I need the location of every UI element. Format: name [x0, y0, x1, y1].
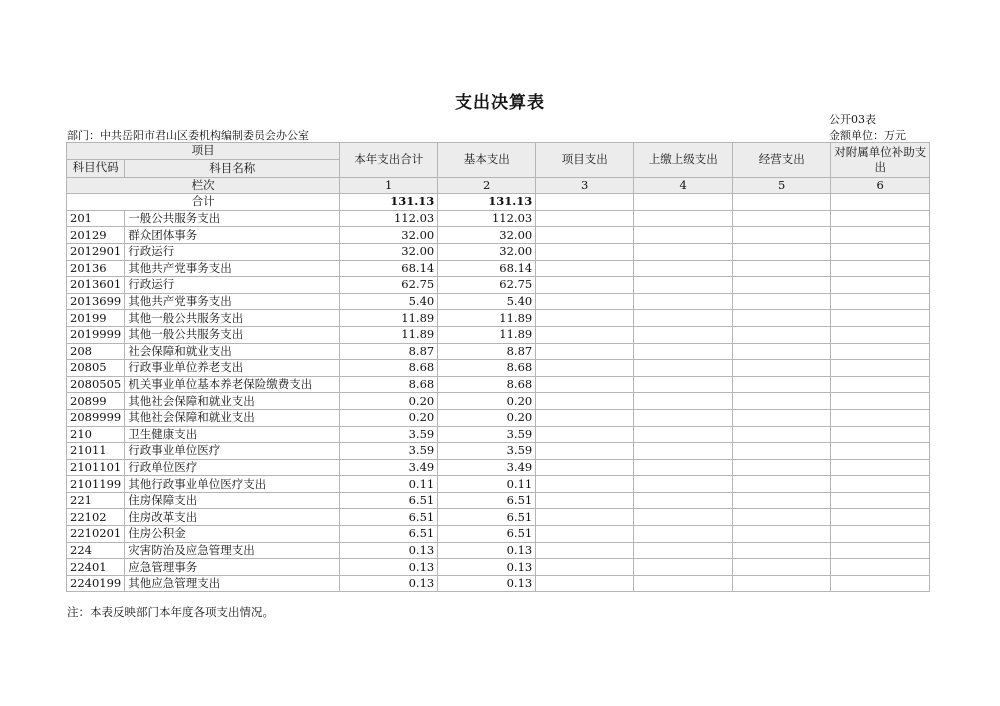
subject-name: 机关事业单位基本养老保险缴费支出: [125, 376, 340, 393]
empty-cell: [536, 227, 634, 244]
basic-expenditure-value: 32.00: [438, 227, 536, 244]
header-code: 科目代码: [67, 159, 125, 177]
basic-expenditure-value: 0.13: [438, 575, 536, 592]
subject-code: 2240199: [67, 575, 125, 592]
header-subsidiary-subsidy: 对附属单位补助支出: [831, 143, 930, 178]
empty-cell: [634, 492, 733, 509]
total-expenditure-value: 3.59: [340, 426, 438, 443]
subject-code: 221: [67, 492, 125, 509]
header-basic-expenditure: 基本支出: [438, 143, 536, 178]
total-expenditure-value: 5.40: [340, 293, 438, 310]
empty-cell: [733, 310, 831, 327]
empty-cell: [634, 509, 733, 526]
col-number: 3: [536, 177, 634, 194]
total-label: 合计: [67, 194, 340, 211]
basic-expenditure-value: 8.87: [438, 343, 536, 360]
empty-cell: [536, 426, 634, 443]
subject-name: 一般公共服务支出: [125, 210, 340, 227]
empty-cell: [831, 260, 930, 277]
subject-code: 2089999: [67, 409, 125, 426]
empty-cell: [536, 575, 634, 592]
empty-cell: [733, 326, 831, 343]
header-total-expenditure: 本年支出合计: [340, 143, 438, 178]
empty-cell: [536, 310, 634, 327]
subject-code: 20199: [67, 310, 125, 327]
empty-cell: [733, 293, 831, 310]
basic-expenditure-value: 6.51: [438, 526, 536, 543]
subject-name: 行政运行: [125, 243, 340, 260]
subject-name: 行政事业单位医疗: [125, 443, 340, 460]
subject-name: 其他共产党事务支出: [125, 260, 340, 277]
subject-name: 其他社会保障和就业支出: [125, 409, 340, 426]
empty-cell: [831, 575, 930, 592]
basic-expenditure-value: 3.59: [438, 426, 536, 443]
total-basic-value: 131.13: [438, 194, 536, 211]
subject-name: 灾害防治及应急管理支出: [125, 542, 340, 559]
basic-expenditure-value: 6.51: [438, 492, 536, 509]
basic-expenditure-value: 112.03: [438, 210, 536, 227]
subject-name: 其他社会保障和就业支出: [125, 393, 340, 410]
table-row: [67, 492, 930, 509]
total-expenditure-value: 112.03: [340, 210, 438, 227]
empty-cell: [634, 343, 733, 360]
empty-cell: [831, 277, 930, 294]
header-remit-superior: 上缴上级支出: [634, 143, 733, 178]
empty-cell: [634, 326, 733, 343]
empty-cell: [831, 492, 930, 509]
empty-cell: [536, 210, 634, 227]
empty-cell: [831, 476, 930, 493]
subject-code: 2101199: [67, 476, 125, 493]
empty-cell: [733, 509, 831, 526]
table-row: [67, 443, 930, 460]
empty-cell: [733, 277, 831, 294]
basic-expenditure-value: 8.68: [438, 376, 536, 393]
col-number: 2: [438, 177, 536, 194]
total-expenditure-value: 68.14: [340, 260, 438, 277]
total-expenditure-value: 32.00: [340, 243, 438, 260]
total-row: [67, 194, 930, 211]
empty-cell: [536, 409, 634, 426]
total-expenditure-value: 0.13: [340, 559, 438, 576]
subject-code: 20899: [67, 393, 125, 410]
empty-cell: [831, 343, 930, 360]
empty-cell: [733, 243, 831, 260]
table-row: [67, 260, 930, 277]
basic-expenditure-value: 8.68: [438, 360, 536, 377]
empty-cell: [634, 243, 733, 260]
header-operating-expenditure: 经营支出: [733, 143, 831, 178]
department-label: 部门：中共岳阳市君山区委机构编制委员会办公室: [67, 129, 309, 142]
empty-cell: [536, 326, 634, 343]
empty-cell: [634, 459, 733, 476]
empty-cell: [733, 409, 831, 426]
subject-name: 行政事业单位养老支出: [125, 360, 340, 377]
total-expenditure-value: 0.13: [340, 542, 438, 559]
empty-cell: [733, 575, 831, 592]
empty-cell: [536, 526, 634, 543]
empty-cell: [536, 492, 634, 509]
empty-cell: [634, 526, 733, 543]
subject-name: 卫生健康支出: [125, 426, 340, 443]
total-expenditure-value: 0.20: [340, 409, 438, 426]
footnote: 注：本表反映部门本年度各项支出情况。: [67, 605, 274, 619]
empty-cell: [733, 459, 831, 476]
empty-cell: [831, 542, 930, 559]
subject-code: 208: [67, 343, 125, 360]
basic-expenditure-value: 0.13: [438, 559, 536, 576]
subject-name: 其他一般公共服务支出: [125, 326, 340, 343]
table-row: [67, 559, 930, 576]
table-row: [67, 277, 930, 294]
basic-expenditure-value: 0.13: [438, 542, 536, 559]
subject-code: 20129: [67, 227, 125, 244]
empty-cell: [733, 492, 831, 509]
empty-cell: [831, 210, 930, 227]
subject-name: 群众团体事务: [125, 227, 340, 244]
empty-cell: [733, 360, 831, 377]
total-expenditure-value: 62.75: [340, 277, 438, 294]
table-row: [67, 310, 930, 327]
empty-cell: [733, 443, 831, 460]
col-number: 4: [634, 177, 733, 194]
subject-code: 210: [67, 426, 125, 443]
total-expenditure-value: 0.13: [340, 575, 438, 592]
total-expenditure-value: 6.51: [340, 526, 438, 543]
header-item: 项目: [67, 143, 340, 160]
empty-cell: [634, 426, 733, 443]
empty-cell: [733, 542, 831, 559]
empty-cell: [831, 326, 930, 343]
basic-expenditure-value: 0.11: [438, 476, 536, 493]
subject-code: 20805: [67, 360, 125, 377]
empty-cell: [536, 277, 634, 294]
basic-expenditure-value: 0.20: [438, 393, 536, 410]
empty-cell: [733, 526, 831, 543]
basic-expenditure-value: 3.59: [438, 443, 536, 460]
subject-name: 应急管理事务: [125, 559, 340, 576]
empty-cell: [733, 260, 831, 277]
empty-cell: [634, 194, 733, 211]
empty-cell: [831, 393, 930, 410]
empty-cell: [634, 227, 733, 244]
table-row: [67, 509, 930, 526]
table-row: [67, 243, 930, 260]
total-expenditure-value: 6.51: [340, 492, 438, 509]
empty-cell: [733, 393, 831, 410]
basic-expenditure-value: 5.40: [438, 293, 536, 310]
empty-cell: [634, 310, 733, 327]
basic-expenditure-value: 6.51: [438, 509, 536, 526]
subject-code: 224: [67, 542, 125, 559]
empty-cell: [733, 559, 831, 576]
total-expenditure-value: 8.68: [340, 376, 438, 393]
basic-expenditure-value: 68.14: [438, 260, 536, 277]
subject-code: 20136: [67, 260, 125, 277]
subject-code: 22401: [67, 559, 125, 576]
table-row: [67, 459, 930, 476]
empty-cell: [536, 376, 634, 393]
empty-cell: [831, 443, 930, 460]
subject-name: 行政单位医疗: [125, 459, 340, 476]
basic-expenditure-value: 62.75: [438, 277, 536, 294]
total-expenditure-value: 3.49: [340, 459, 438, 476]
subject-code: 2210201: [67, 526, 125, 543]
empty-cell: [536, 542, 634, 559]
total-expenditure-value: 0.11: [340, 476, 438, 493]
empty-cell: [831, 409, 930, 426]
total-expenditure-value: 6.51: [340, 509, 438, 526]
subject-code: 2101101: [67, 459, 125, 476]
basic-expenditure-value: 3.49: [438, 459, 536, 476]
empty-cell: [536, 360, 634, 377]
empty-cell: [831, 293, 930, 310]
subject-name: 住房公积金: [125, 526, 340, 543]
report-title: 支出决算表: [455, 93, 545, 113]
empty-cell: [634, 293, 733, 310]
subject-code: 2080505: [67, 376, 125, 393]
empty-cell: [831, 227, 930, 244]
table-row: [67, 393, 930, 410]
empty-cell: [831, 194, 930, 211]
empty-cell: [733, 194, 831, 211]
empty-cell: [536, 509, 634, 526]
total-expenditure-value: 11.89: [340, 326, 438, 343]
table-row: [67, 426, 930, 443]
empty-cell: [634, 443, 733, 460]
form-number: 公开03表: [829, 113, 876, 126]
empty-cell: [733, 343, 831, 360]
empty-cell: [733, 476, 831, 493]
header-row-label: 栏次: [67, 177, 340, 194]
total-expenditure-value: 8.68: [340, 360, 438, 377]
amount-unit-label: 金额单位：万元: [829, 129, 906, 142]
empty-cell: [831, 559, 930, 576]
basic-expenditure-value: 11.89: [438, 326, 536, 343]
col-number: 6: [831, 177, 930, 194]
total-expenditure-value: 11.89: [340, 310, 438, 327]
subject-name: 行政运行: [125, 277, 340, 294]
empty-cell: [634, 393, 733, 410]
subject-code: 21011: [67, 443, 125, 460]
subject-name: 其他行政事业单位医疗支出: [125, 476, 340, 493]
empty-cell: [634, 559, 733, 576]
subject-name: 住房改革支出: [125, 509, 340, 526]
empty-cell: [634, 360, 733, 377]
table-row: [67, 526, 930, 543]
empty-cell: [536, 559, 634, 576]
subject-code: 2012901: [67, 243, 125, 260]
basic-expenditure-value: 32.00: [438, 243, 536, 260]
basic-expenditure-value: 0.20: [438, 409, 536, 426]
empty-cell: [733, 426, 831, 443]
empty-cell: [634, 376, 733, 393]
empty-cell: [634, 476, 733, 493]
total-value: 131.13: [340, 194, 438, 211]
empty-cell: [831, 310, 930, 327]
empty-cell: [831, 376, 930, 393]
empty-cell: [831, 509, 930, 526]
subject-name: 其他共产党事务支出: [125, 293, 340, 310]
empty-cell: [831, 459, 930, 476]
empty-cell: [634, 409, 733, 426]
table-row: [67, 476, 930, 493]
header-name: 科目名称: [125, 159, 340, 177]
table-row: [67, 409, 930, 426]
total-expenditure-value: 8.87: [340, 343, 438, 360]
header-project-expenditure: 项目支出: [536, 143, 634, 178]
empty-cell: [536, 459, 634, 476]
table-row: [67, 210, 930, 227]
subject-name: 住房保障支出: [125, 492, 340, 509]
subject-name: 其他应急管理支出: [125, 575, 340, 592]
empty-cell: [733, 376, 831, 393]
empty-cell: [536, 393, 634, 410]
subject-code: 201: [67, 210, 125, 227]
table-row: [67, 360, 930, 377]
table-row: [67, 293, 930, 310]
empty-cell: [634, 277, 733, 294]
empty-cell: [634, 260, 733, 277]
empty-cell: [831, 526, 930, 543]
empty-cell: [536, 443, 634, 460]
empty-cell: [536, 343, 634, 360]
expenditure-table: [66, 142, 930, 592]
subject-name: 社会保障和就业支出: [125, 343, 340, 360]
empty-cell: [831, 360, 930, 377]
total-expenditure-value: 0.20: [340, 393, 438, 410]
empty-cell: [733, 227, 831, 244]
empty-cell: [634, 575, 733, 592]
subject-code: 2013601: [67, 277, 125, 294]
subject-code: 2019999: [67, 326, 125, 343]
empty-cell: [634, 542, 733, 559]
empty-cell: [831, 243, 930, 260]
subject-code: 2013699: [67, 293, 125, 310]
empty-cell: [536, 476, 634, 493]
col-number: 5: [733, 177, 831, 194]
empty-cell: [831, 426, 930, 443]
basic-expenditure-value: 11.89: [438, 310, 536, 327]
table-row: [67, 326, 930, 343]
empty-cell: [733, 210, 831, 227]
col-number: 1: [340, 177, 438, 194]
table-row: [67, 343, 930, 360]
table-row: [67, 575, 930, 592]
table-row: [67, 376, 930, 393]
table-row: [67, 227, 930, 244]
empty-cell: [536, 293, 634, 310]
empty-cell: [634, 210, 733, 227]
total-expenditure-value: 32.00: [340, 227, 438, 244]
empty-cell: [536, 260, 634, 277]
empty-cell: [536, 194, 634, 211]
subject-code: 22102: [67, 509, 125, 526]
subject-name: 其他一般公共服务支出: [125, 310, 340, 327]
total-expenditure-value: 3.59: [340, 443, 438, 460]
empty-cell: [536, 243, 634, 260]
table-row: [67, 542, 930, 559]
